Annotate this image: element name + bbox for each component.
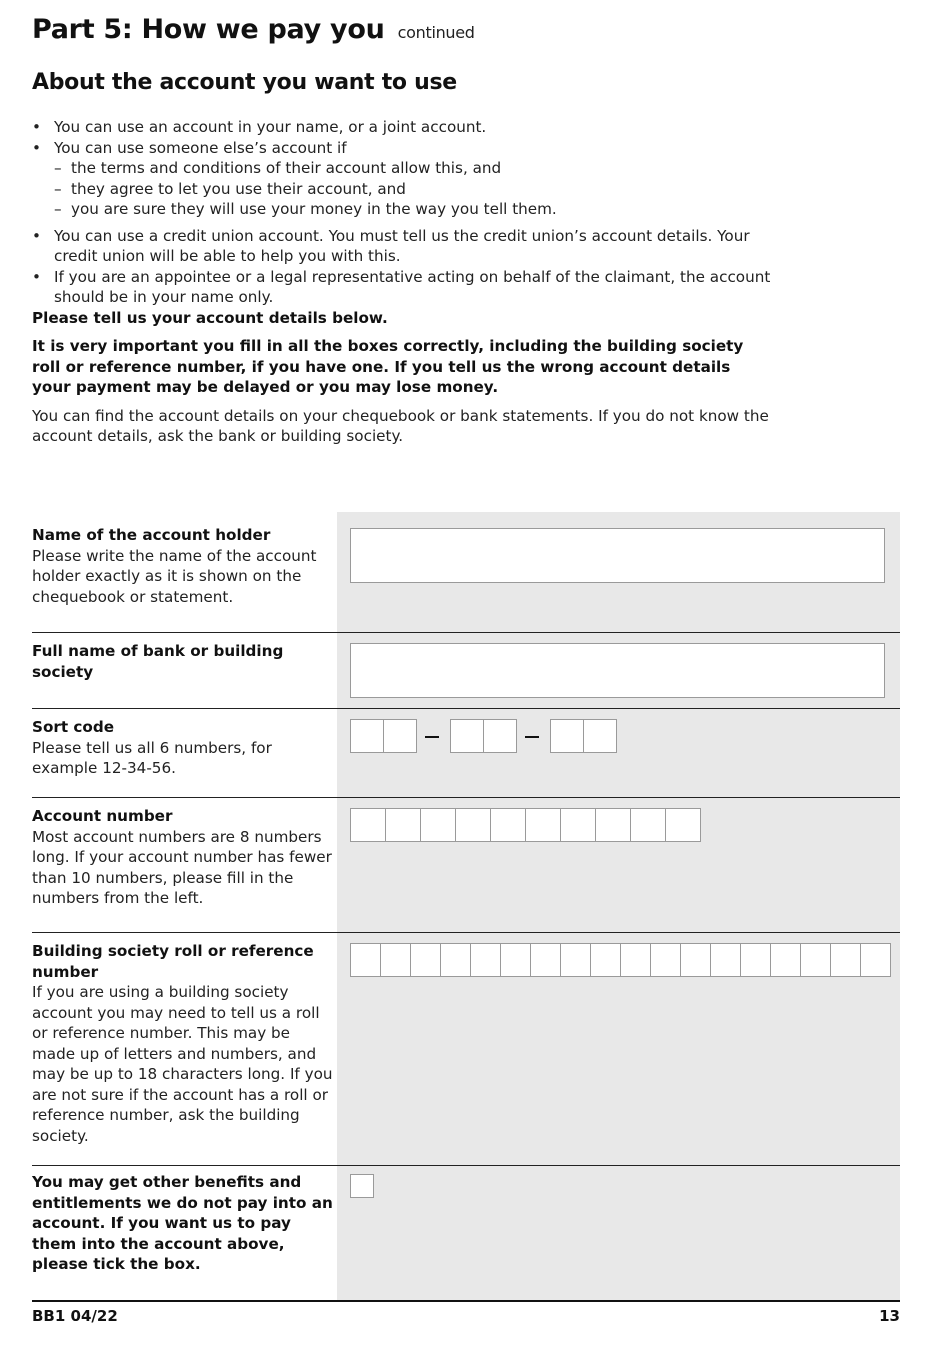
sort-code-digit-6[interactable] <box>583 719 617 753</box>
account-holder-label <box>32 512 337 632</box>
continued-label: continued <box>397 23 475 42</box>
page-number: 13 <box>879 1307 900 1325</box>
roll-number-char[interactable] <box>380 943 411 977</box>
account-number-digit[interactable] <box>665 808 701 842</box>
roll-number-char[interactable] <box>440 943 471 977</box>
roll-number-row <box>32 932 900 1165</box>
bullet-2-text: You can use someone else’s account if <box>54 138 347 157</box>
account-number-help: Most account numbers are 8 numbers long. If your account number has fewer than 10 numbers, please fill in the numbers from the left. <box>32 827 332 907</box>
account-number-digit[interactable] <box>420 808 456 842</box>
roll-number-char[interactable] <box>710 943 741 977</box>
bullet-list <box>32 117 772 308</box>
sub-bullet-1: – the terms and conditions of their account allow this, and <box>54 158 772 179</box>
roll-number-help: If you are using a building society account you may need to tell us a roll or reference number. This may be made up of letters and numbers, and may be up to 18 characters long. If you are not sure if the account has a roll or reference number, ask the building society. <box>32 983 333 1145</box>
roll-number-char[interactable] <box>560 943 591 977</box>
roll-number-char[interactable] <box>620 943 651 977</box>
find-details-text: You can find the account details on your chequebook or bank statements. If you do not know the account details, ask the bank or building society. <box>32 406 769 445</box>
other-benefits-title: You may get other benefits and entitlements we do not pay into an account. If you want us to pay them into the account above, please tick the box. <box>32 1173 333 1273</box>
bullet-4: • If you are an appointee or a legal representative acting on behalf of the claimant, the account should be in your name only. <box>32 267 772 308</box>
bullet-1: • You can use an account in your name, or a joint account. <box>32 117 772 138</box>
account-holder-field-area <box>337 512 900 632</box>
sort-code-digit-4[interactable] <box>483 719 517 753</box>
bullet-2 <box>32 138 772 220</box>
sort-code-group-2 <box>450 719 516 753</box>
sort-code-dash-1 <box>425 736 439 738</box>
sort-code-title: Sort code <box>32 718 115 736</box>
account-details-form <box>32 512 900 1300</box>
footer-divider <box>32 1300 900 1302</box>
tell-us-text: Please tell us your account details below. <box>32 308 388 327</box>
roll-number-char[interactable] <box>860 943 891 977</box>
account-number-digit[interactable] <box>385 808 421 842</box>
roll-number-char[interactable] <box>740 943 771 977</box>
sort-code-row <box>32 708 900 797</box>
account-number-digit[interactable] <box>350 808 386 842</box>
account-number-digit[interactable] <box>490 808 526 842</box>
account-number-cells <box>350 808 700 842</box>
sort-code-digit-5[interactable] <box>550 719 584 753</box>
page-title <box>32 14 475 45</box>
roll-number-char[interactable] <box>770 943 801 977</box>
account-holder-title: Name of the account holder <box>32 526 271 544</box>
roll-number-char[interactable] <box>530 943 561 977</box>
account-number-title: Account number <box>32 807 173 825</box>
sort-code-label <box>32 709 337 797</box>
sort-code-digit-2[interactable] <box>383 719 417 753</box>
roll-number-char[interactable] <box>470 943 501 977</box>
roll-number-char[interactable] <box>800 943 831 977</box>
sort-code-dash-2 <box>525 736 539 738</box>
roll-number-char[interactable] <box>500 943 531 977</box>
sort-code-field-area <box>337 709 900 797</box>
account-number-digit[interactable] <box>455 808 491 842</box>
roll-number-label <box>32 933 337 1165</box>
other-benefits-field-area <box>337 1166 900 1300</box>
sub-bullet-list <box>54 158 772 220</box>
roll-number-char[interactable] <box>650 943 681 977</box>
account-holder-help: Please write the name of the account holder exactly as it is shown on the chequebook or statement. <box>32 546 317 606</box>
roll-number-cells <box>350 943 890 977</box>
roll-number-char[interactable] <box>350 943 381 977</box>
bank-name-field-area <box>337 633 900 708</box>
sort-code-digit-1[interactable] <box>350 719 384 753</box>
section-title: About the account you want to use <box>32 70 457 95</box>
roll-number-char[interactable] <box>590 943 621 977</box>
bank-name-label <box>32 633 337 708</box>
account-number-field-area <box>337 798 900 932</box>
account-number-row <box>32 797 900 932</box>
account-number-digit[interactable] <box>525 808 561 842</box>
intro-text <box>32 117 772 447</box>
bullet-3: • You can use a credit union account. You must tell us the credit union’s account details. Your credit union will be able to help you with this. <box>32 226 772 267</box>
account-number-digit[interactable] <box>560 808 596 842</box>
sub-bullet-2: – they agree to let you use their account, and <box>54 179 772 200</box>
other-benefits-checkbox[interactable] <box>350 1174 374 1198</box>
account-holder-input[interactable] <box>350 528 885 583</box>
form-code: BB1 04/22 <box>32 1307 118 1325</box>
roll-number-char[interactable] <box>680 943 711 977</box>
bank-name-title: Full name of bank or building society <box>32 642 284 681</box>
roll-number-field-area <box>337 933 900 1165</box>
other-benefits-row <box>32 1165 900 1300</box>
account-number-digit[interactable] <box>595 808 631 842</box>
account-number-digit[interactable] <box>630 808 666 842</box>
sort-code-group-3 <box>550 719 616 753</box>
roll-number-char[interactable] <box>410 943 441 977</box>
roll-number-char[interactable] <box>830 943 861 977</box>
other-benefits-label <box>32 1166 337 1300</box>
part-title: Part 5: How we pay you <box>32 14 385 45</box>
sub-bullet-3: – you are sure they will use your money in the way you tell them. <box>54 199 772 220</box>
bank-name-row <box>32 632 900 708</box>
important-text: It is very important you fill in all the boxes correctly, including the building society roll or reference number, if you have one. If you tell us the wrong account details your payment may be delayed or you may lose money. <box>32 337 744 396</box>
sort-code-digit-3[interactable] <box>450 719 484 753</box>
roll-number-title: Building society roll or reference number <box>32 942 314 981</box>
account-holder-row <box>32 512 900 632</box>
bank-name-input[interactable] <box>350 643 885 698</box>
sort-code-help: Please tell us all 6 numbers, for example 12-34-56. <box>32 738 272 777</box>
sort-code-group-1 <box>350 719 416 753</box>
account-number-label <box>32 798 337 932</box>
